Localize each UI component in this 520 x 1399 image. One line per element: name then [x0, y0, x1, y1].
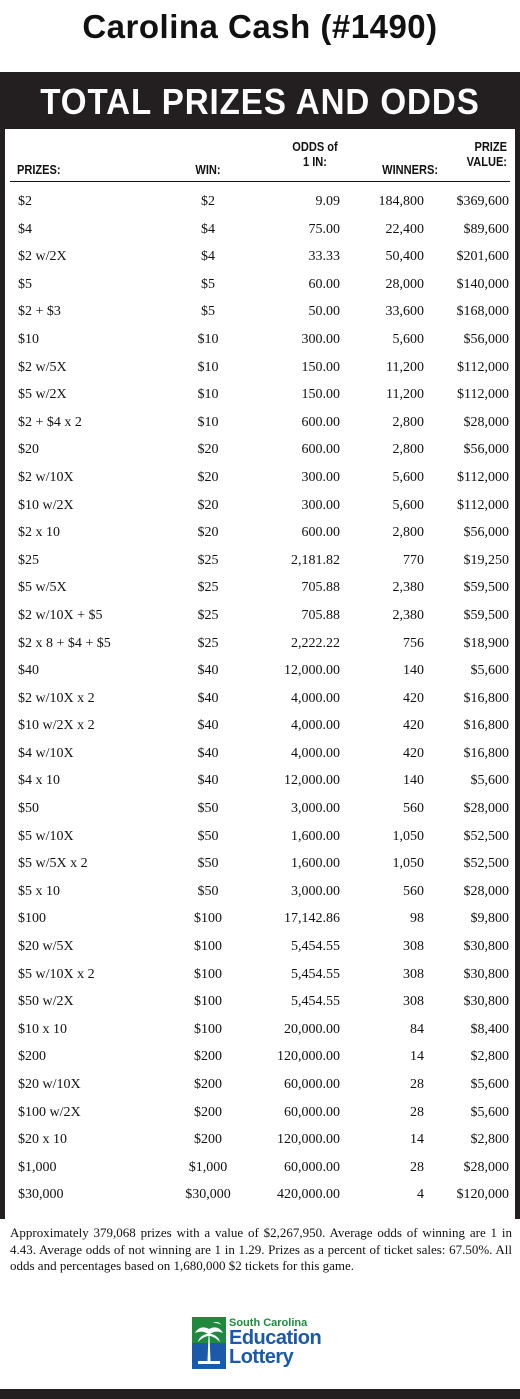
cell-win: $10 — [197, 331, 219, 347]
cell-prize-value: $5,600 — [470, 663, 509, 679]
header-odds-line1: ODDS of — [292, 139, 338, 154]
cell-winners: 308 — [403, 994, 424, 1010]
cell-prize-value: $59,500 — [463, 580, 509, 596]
cell-winners: 5,600 — [392, 497, 424, 513]
cell-prize-value: $28,000 — [463, 1159, 509, 1175]
header-winners: WINNERS: — [382, 162, 438, 177]
cell-prize: $30,000 — [18, 1187, 64, 1203]
table-row — [5, 906, 515, 934]
header-odds — [285, 139, 345, 169]
header-value-line2: VALUE: — [466, 154, 507, 169]
cell-prize: $10 — [18, 331, 39, 347]
footer-panel — [0, 1219, 520, 1389]
table-row — [5, 934, 515, 962]
cell-prize: $4 x 10 — [18, 773, 60, 789]
cell-odds: 4,000.00 — [291, 718, 340, 734]
cell-prize: $4 — [18, 221, 32, 237]
cell-win: $200 — [194, 1049, 222, 1065]
table-row — [5, 1017, 515, 1045]
prize-table-frame — [0, 72, 520, 1399]
cell-prize: $25 — [18, 552, 39, 568]
cell-odds: 12,000.00 — [284, 663, 340, 679]
cell-win: $100 — [194, 911, 222, 927]
palmetto-tree-icon — [192, 1317, 226, 1369]
cell-prize: $10 w/2X — [18, 497, 74, 513]
cell-winners: 98 — [410, 911, 424, 927]
cell-prize: $5 w/5X x 2 — [18, 856, 88, 872]
cell-winners: 4 — [417, 1187, 424, 1203]
cell-prize-value: $28,000 — [463, 883, 509, 899]
cell-prize-value: $19,250 — [463, 552, 509, 568]
cell-odds: 120,000.00 — [277, 1132, 340, 1148]
banner-heading: TOTAL PRIZES AND ODDS — [40, 81, 480, 122]
cell-win: $1,000 — [188, 1159, 228, 1175]
cell-odds: 300.00 — [301, 331, 340, 347]
cell-winners: 84 — [410, 1021, 424, 1037]
cell-winners: 11,200 — [386, 359, 424, 375]
cell-prize-value: $28,000 — [463, 414, 509, 430]
cell-win: $100 — [194, 1021, 222, 1037]
cell-prize: $10 x 10 — [18, 1021, 67, 1037]
cell-odds: 60,000.00 — [284, 1077, 340, 1092]
cell-prize-value: $112,000 — [457, 359, 509, 375]
cell-win: $5 — [201, 276, 215, 292]
table-row — [5, 299, 515, 327]
cell-prize-value: $52,500 — [463, 828, 509, 844]
cell-odds: 4,000.00 — [291, 745, 340, 761]
cell-win: $40 — [197, 663, 219, 679]
header-value-line1: PRIZE — [474, 139, 507, 154]
table-body — [5, 189, 515, 1210]
table-row — [5, 603, 515, 631]
cell-winners: 184,800 — [378, 194, 424, 209]
header-prizes: PRIZES: — [17, 162, 61, 177]
cell-prize-value: $56,000 — [463, 442, 509, 458]
cell-odds: 75.00 — [308, 221, 340, 237]
cell-prize: $2 — [18, 194, 32, 209]
cell-prize: $100 w/2X — [18, 1104, 81, 1120]
cell-winners: 770 — [403, 552, 424, 568]
cell-win: $10 — [197, 414, 219, 430]
lottery-logo — [192, 1317, 342, 1375]
table-row — [5, 879, 515, 907]
cell-odds: 60.00 — [308, 276, 340, 292]
table-row — [5, 410, 515, 438]
cell-win: $100 — [194, 994, 222, 1010]
table-row — [5, 1182, 515, 1210]
table-row — [5, 768, 515, 796]
cell-prize: $50 w/2X — [18, 994, 74, 1010]
cell-win: $200 — [194, 1104, 222, 1120]
table-row — [5, 658, 515, 686]
table-row — [5, 1100, 515, 1128]
table-row — [5, 1072, 515, 1100]
cell-prize-value: $18,900 — [463, 635, 509, 651]
cell-prize-value: $369,600 — [456, 194, 509, 209]
cell-win: $25 — [197, 552, 219, 568]
cell-prize-value: $201,600 — [456, 249, 509, 265]
cell-winners: 1,050 — [392, 828, 424, 844]
cell-prize: $1,000 — [18, 1159, 57, 1175]
table-row — [5, 520, 515, 548]
page-title: Carolina Cash (#1490) — [82, 8, 438, 45]
cell-winners: 22,400 — [385, 221, 424, 237]
cell-win: $200 — [194, 1077, 222, 1092]
odds-footnote: Approximately 379,068 prizes with a value of $2,267,950. Average odds of winning are 1 in 4.43. Average odds of not winning are 1 in 1.29. Prizes as a percent of ticket sales: 67.50%. All odds and percentages based on 1,680,000 $2 tickets for this game. — [10, 1225, 512, 1273]
cell-win: $2 — [201, 194, 215, 209]
table-row — [5, 548, 515, 576]
cell-prize-value: $2,800 — [470, 1049, 509, 1065]
cell-prize: $2 x 10 — [18, 525, 60, 541]
cell-winners: 2,800 — [392, 414, 424, 430]
cell-prize: $2 x 8 + $4 + $5 — [18, 635, 111, 651]
cell-prize: $5 w/10X — [18, 828, 74, 844]
cell-prize: $2 w/5X — [18, 359, 67, 375]
header-odds-line2: 1 IN: — [303, 154, 327, 169]
cell-prize: $2 w/10X + $5 — [18, 607, 103, 623]
table-row — [5, 1044, 515, 1072]
cell-odds: 60,000.00 — [284, 1159, 340, 1175]
table-row — [5, 1127, 515, 1155]
cell-prize: $50 — [18, 801, 39, 817]
cell-win: $20 — [197, 497, 219, 513]
table-row — [5, 272, 515, 300]
cell-odds: 600.00 — [301, 414, 340, 430]
cell-prize-value: $9,800 — [470, 911, 509, 927]
cell-odds: 5,454.55 — [291, 966, 340, 982]
cell-odds: 120,000.00 — [277, 1049, 340, 1065]
table-row — [5, 851, 515, 879]
cell-odds: 33.33 — [308, 249, 340, 265]
table-row — [5, 631, 515, 659]
cell-prize: $5 x 10 — [18, 883, 60, 899]
cell-odds: 300.00 — [301, 469, 340, 485]
table-row — [5, 382, 515, 410]
cell-prize: $2 w/2X — [18, 249, 67, 265]
cell-win: $20 — [197, 469, 219, 485]
cell-prize-value: $5,600 — [470, 773, 509, 789]
cell-odds: 1,600.00 — [291, 856, 340, 872]
table-row — [5, 575, 515, 603]
cell-win: $25 — [197, 580, 219, 596]
cell-prize: $5 — [18, 276, 32, 292]
cell-prize-value: $140,000 — [456, 276, 509, 292]
cell-prize-value: $112,000 — [457, 469, 509, 485]
cell-win: $10 — [197, 359, 219, 375]
cell-prize: $2 + $3 — [18, 304, 61, 320]
cell-prize-value: $16,800 — [463, 718, 509, 734]
cell-prize: $100 — [18, 911, 46, 927]
cell-prize: $4 w/10X — [18, 745, 74, 761]
cell-prize: $2 w/10X — [18, 469, 74, 485]
cell-winners: 756 — [403, 635, 424, 651]
cell-prize: $20 — [18, 442, 39, 458]
cell-win: $40 — [197, 773, 219, 789]
cell-odds: 5,454.55 — [291, 939, 340, 955]
header-prize-value — [446, 139, 507, 169]
cell-winners: 5,600 — [392, 331, 424, 347]
cell-prize-value: $56,000 — [463, 331, 509, 347]
table-row — [5, 493, 515, 521]
cell-winners: 140 — [403, 663, 424, 679]
cell-win: $25 — [197, 635, 219, 651]
cell-win: $100 — [194, 939, 222, 955]
cell-odds: 3,000.00 — [291, 801, 340, 817]
cell-winners: 11,200 — [386, 387, 424, 403]
cell-winners: 2,380 — [392, 580, 424, 596]
cell-odds: 3,000.00 — [291, 883, 340, 899]
table-row — [5, 824, 515, 852]
table-row — [5, 989, 515, 1017]
cell-win: $5 — [201, 304, 215, 320]
cell-winners: 2,800 — [392, 442, 424, 458]
table-row — [5, 217, 515, 245]
cell-prize-value: $120,000 — [456, 1187, 509, 1203]
cell-prize: $200 — [18, 1049, 46, 1065]
cell-prize-value: $56,000 — [463, 525, 509, 541]
cell-winners: 5,600 — [392, 469, 424, 485]
cell-odds: 2,181.82 — [291, 552, 340, 568]
cell-odds: 600.00 — [301, 525, 340, 541]
cell-winners: 420 — [403, 745, 424, 761]
cell-odds: 300.00 — [301, 497, 340, 513]
cell-odds: 2,222.22 — [291, 635, 340, 651]
table-row — [5, 465, 515, 493]
cell-winners: 2,800 — [392, 525, 424, 541]
cell-odds: 20,000.00 — [284, 1021, 340, 1037]
cell-win: $20 — [197, 525, 219, 541]
cell-winners: 420 — [403, 690, 424, 706]
cell-odds: 5,454.55 — [291, 994, 340, 1010]
cell-winners: 14 — [410, 1132, 424, 1148]
cell-winners: 308 — [403, 939, 424, 955]
cell-win: $50 — [197, 801, 219, 817]
header-divider — [10, 181, 510, 182]
cell-prize: $10 w/2X x 2 — [18, 718, 95, 734]
cell-odds: 150.00 — [301, 359, 340, 375]
table-row — [5, 962, 515, 990]
cell-prize: $20 w/10X — [18, 1077, 81, 1092]
cell-prize: $20 x 10 — [18, 1132, 67, 1148]
cell-prize-value: $89,600 — [463, 221, 509, 237]
table-row — [5, 796, 515, 824]
table-row — [5, 713, 515, 741]
cell-win: $4 — [201, 221, 215, 237]
cell-win: $40 — [197, 718, 219, 734]
cell-win: $30,000 — [185, 1187, 231, 1203]
cell-winners: 50,400 — [385, 249, 424, 265]
cell-odds: 9.09 — [315, 194, 340, 209]
logo-line2: Education — [229, 1327, 322, 1349]
header-win: WIN: — [195, 162, 221, 177]
cell-winners: 28,000 — [385, 276, 424, 292]
cell-prize-value: $112,000 — [457, 497, 509, 513]
cell-win: $40 — [197, 690, 219, 706]
cell-winners: 140 — [403, 773, 424, 789]
cell-winners: 2,380 — [392, 607, 424, 623]
cell-prize-value: $5,600 — [470, 1077, 509, 1092]
cell-win: $50 — [197, 883, 219, 899]
cell-winners: 560 — [403, 801, 424, 817]
cell-prize-value: $2,800 — [470, 1132, 509, 1148]
cell-prize-value: $28,000 — [463, 801, 509, 817]
cell-prize-value: $168,000 — [456, 304, 509, 320]
cell-winners: 560 — [403, 883, 424, 899]
cell-odds: 705.88 — [301, 580, 340, 596]
cell-winners: 420 — [403, 718, 424, 734]
cell-odds: 4,000.00 — [291, 690, 340, 706]
cell-prize: $5 w/5X — [18, 580, 67, 596]
cell-odds: 50.00 — [308, 304, 340, 320]
cell-win: $40 — [197, 745, 219, 761]
cell-prize: $2 + $4 x 2 — [18, 414, 82, 430]
cell-winners: 14 — [410, 1049, 424, 1065]
cell-prize-value: $16,800 — [463, 745, 509, 761]
cell-odds: 600.00 — [301, 442, 340, 458]
cell-prize-value: $5,600 — [470, 1104, 509, 1120]
cell-prize-value: $112,000 — [457, 387, 509, 403]
cell-prize-value: $30,800 — [463, 939, 509, 955]
cell-odds: 150.00 — [301, 387, 340, 403]
logo-line1: South Carolina — [229, 1317, 308, 1329]
table-row — [5, 1155, 515, 1183]
cell-prize-value: $52,500 — [463, 856, 509, 872]
cell-prize: $40 — [18, 663, 39, 679]
cell-winners: 28 — [410, 1159, 424, 1175]
cell-odds: 17,142.86 — [284, 911, 340, 927]
cell-prize-value: $8,400 — [470, 1021, 509, 1037]
cell-win: $200 — [194, 1132, 222, 1148]
cell-win: $100 — [194, 966, 222, 982]
cell-winners: 28 — [410, 1104, 424, 1120]
cell-prize: $5 w/10X x 2 — [18, 966, 95, 982]
table-row — [5, 741, 515, 769]
table-row — [5, 244, 515, 272]
cell-prize: $2 w/10X x 2 — [18, 690, 95, 706]
cell-win: $4 — [201, 249, 215, 265]
cell-prize-value: $30,800 — [463, 966, 509, 982]
cell-winners: 33,600 — [385, 304, 424, 320]
cell-win: $50 — [197, 856, 219, 872]
table-row — [5, 437, 515, 465]
cell-winners: 28 — [410, 1077, 424, 1092]
cell-win: $20 — [197, 442, 219, 458]
cell-win: $50 — [197, 828, 219, 844]
table-row — [5, 686, 515, 714]
cell-odds: 1,600.00 — [291, 828, 340, 844]
cell-win: $25 — [197, 607, 219, 623]
table-row — [5, 327, 515, 355]
cell-prize-value: $30,800 — [463, 994, 509, 1010]
cell-prize-value: $16,800 — [463, 690, 509, 706]
cell-odds: 705.88 — [301, 607, 340, 623]
logo-line3: Lottery — [229, 1346, 294, 1368]
prize-table — [5, 129, 515, 1282]
cell-odds: 60,000.00 — [284, 1104, 340, 1120]
cell-odds: 420,000.00 — [277, 1187, 340, 1203]
table-row — [5, 355, 515, 383]
table-row — [5, 189, 515, 217]
cell-prize-value: $59,500 — [463, 607, 509, 623]
cell-winners: 308 — [403, 966, 424, 982]
cell-prize: $20 w/5X — [18, 939, 74, 955]
cell-prize: $5 w/2X — [18, 387, 67, 403]
cell-win: $10 — [197, 387, 219, 403]
cell-winners: 1,050 — [392, 856, 424, 872]
cell-odds: 12,000.00 — [284, 773, 340, 789]
